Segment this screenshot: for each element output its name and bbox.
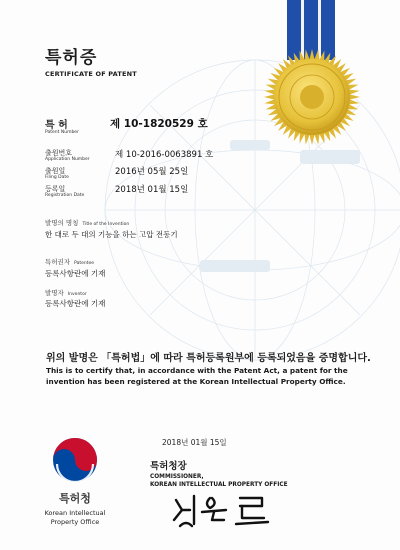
certificate-title-korean: 특허증 [45,48,98,68]
patentee-label [45,257,94,266]
issue-date: 2018년 01월 15일 [162,438,227,447]
registration-date-value: 2018년 01월 15일 [115,185,189,195]
commissioner-title-korean: 특허청장 [150,461,187,472]
registration-date-label-english: Registration Date [45,193,85,198]
office-name-english [0,509,150,527]
invention-title-label-korean: 발명의 명칭 [45,219,79,227]
inventor-value: 등록사항란에 기재 [45,299,106,308]
certification-statement-english: This is to certify that, in accordance with the Patent Act, a patent for the invention has been registered at the Korean Intellectual Property Office. [46,366,348,386]
inventor-label-english: Inventor [67,292,87,297]
patent-number-label-english: Patent Number [45,130,79,135]
invention-title-value: 한 대로 두 대의 기능을 하는 고압 전동기 [45,230,178,239]
filing-date-label-english: Filing Date [45,175,69,180]
office-name-english-line2: Property Office [50,518,100,526]
application-number-label-korean: 출원번호 [45,149,73,157]
invention-title-label [45,218,129,227]
gold-seal [262,47,362,147]
commissioner-title-english-line2: KOREAN INTELLECTUAL PROPERTY OFFICE [150,482,288,488]
patentee-label-korean: 특허권자 [45,258,71,266]
commissioner-title-english-line1: COMMISSIONER, [150,474,204,480]
patent-number-label-korean: 특 허 [45,120,68,131]
commissioner-signature [170,490,280,530]
registration-date-label-korean: 등록일 [45,185,66,193]
application-number-value: 제 10-2016-0063891 호 [115,150,214,160]
certification-statement-korean: 위의 발명은 「특허법」에 따라 특허등록원부에 등록되었음을 증명합니다. [46,353,371,364]
filing-date-label-korean: 출원일 [45,167,66,175]
application-number-label-english: Application Number [45,157,90,162]
office-name-english-line1: Korean Intellectual [44,509,106,517]
inventor-label-korean: 발명자 [45,289,64,297]
patent-number-value: 제 10-1820529 호 [110,118,208,130]
filing-date-value: 2016년 05월 25일 [115,167,189,177]
patentee-label-english: Patentee [74,261,95,266]
inventor-label [45,288,87,297]
patentee-value: 등록사항란에 기재 [45,269,106,278]
certificate-title-english: CERTIFICATE OF PATENT [45,70,137,78]
commissioner-title-english [150,473,320,489]
invention-title-label-english: Title of the Invention [82,222,130,227]
office-name-korean: 특허청 [59,492,91,505]
kipo-logo-icon [52,437,98,483]
